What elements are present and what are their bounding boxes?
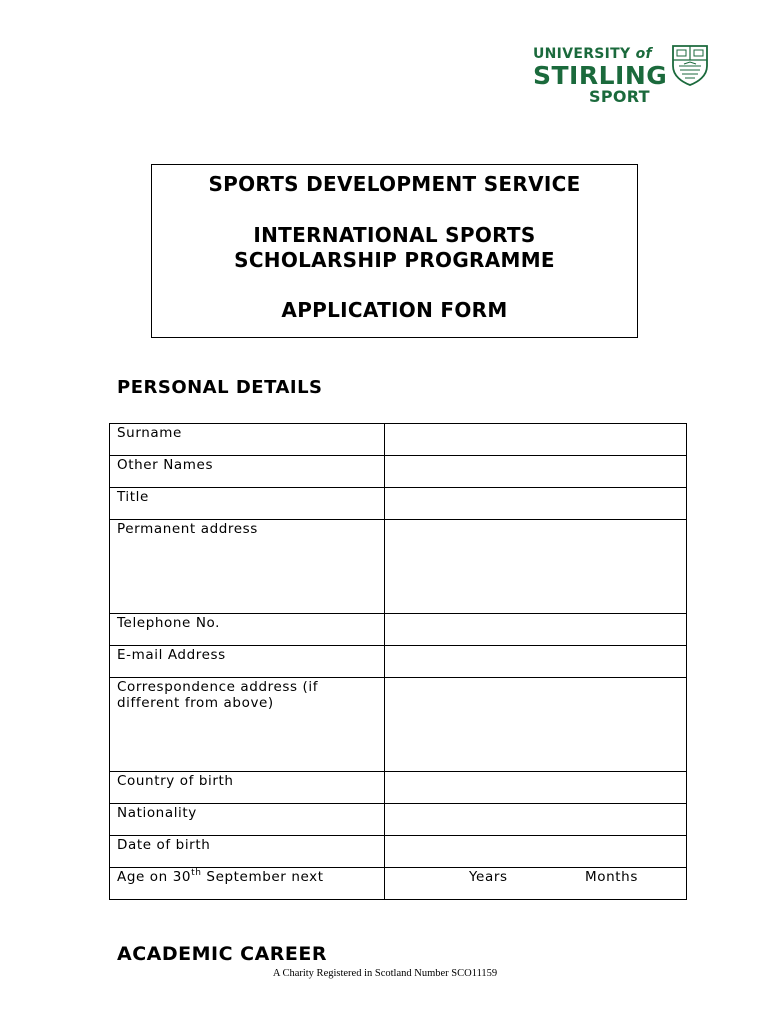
form-title-box bbox=[151, 164, 638, 338]
academic-career-heading: ACADEMIC CAREER bbox=[117, 943, 328, 965]
table-row bbox=[110, 456, 687, 488]
table-row bbox=[110, 772, 687, 804]
date-of-birth-label: Date of birth bbox=[110, 836, 385, 868]
table-row bbox=[110, 836, 687, 868]
title-label: Title bbox=[110, 488, 385, 520]
logo-university-text: UNIVERSITY of bbox=[533, 46, 652, 62]
title-programme-line1: INTERNATIONAL SPORTS bbox=[253, 223, 536, 247]
email-label: E-mail Address bbox=[110, 646, 385, 678]
table-row bbox=[110, 488, 687, 520]
permanent-address-label: Permanent address bbox=[110, 520, 385, 614]
crest-icon bbox=[670, 44, 710, 86]
correspondence-address-field[interactable] bbox=[385, 678, 687, 772]
email-field[interactable] bbox=[385, 646, 687, 678]
nationality-label: Nationality bbox=[110, 804, 385, 836]
title-field[interactable] bbox=[385, 488, 687, 520]
age-label: Age on 30th September next bbox=[110, 868, 385, 900]
months-label: Months bbox=[585, 869, 638, 885]
table-row bbox=[110, 678, 687, 772]
table-row bbox=[110, 520, 687, 614]
table-row bbox=[110, 614, 687, 646]
table-row bbox=[110, 424, 687, 456]
logo-stirling-text: STIRLING bbox=[533, 61, 668, 90]
surname-label: Surname bbox=[110, 424, 385, 456]
title-service: SPORTS DEVELOPMENT SERVICE bbox=[208, 172, 581, 196]
permanent-address-field[interactable] bbox=[385, 520, 687, 614]
other-names-label: Other Names bbox=[110, 456, 385, 488]
title-programme-line2: SCHOLARSHIP PROGRAMME bbox=[234, 248, 555, 272]
title-application-form: APPLICATION FORM bbox=[281, 298, 508, 322]
university-logo bbox=[533, 44, 713, 108]
table-row bbox=[110, 868, 687, 900]
years-label: Years bbox=[469, 869, 508, 885]
table-row bbox=[110, 804, 687, 836]
telephone-label: Telephone No. bbox=[110, 614, 385, 646]
personal-details-table bbox=[109, 423, 687, 900]
date-of-birth-field[interactable] bbox=[385, 836, 687, 868]
logo-sport-text: SPORT bbox=[589, 87, 650, 106]
other-names-field[interactable] bbox=[385, 456, 687, 488]
nationality-field[interactable] bbox=[385, 804, 687, 836]
surname-field[interactable] bbox=[385, 424, 687, 456]
country-of-birth-field[interactable] bbox=[385, 772, 687, 804]
country-of-birth-label: Country of birth bbox=[110, 772, 385, 804]
charity-footer: A Charity Registered in Scotland Number SCO11159 bbox=[272, 968, 498, 979]
age-field[interactable] bbox=[385, 868, 687, 900]
telephone-field[interactable] bbox=[385, 614, 687, 646]
correspondence-address-label: Correspondence address (if different from above) bbox=[110, 678, 385, 772]
table-row bbox=[110, 646, 687, 678]
personal-details-heading: PERSONAL DETAILS bbox=[117, 377, 323, 398]
